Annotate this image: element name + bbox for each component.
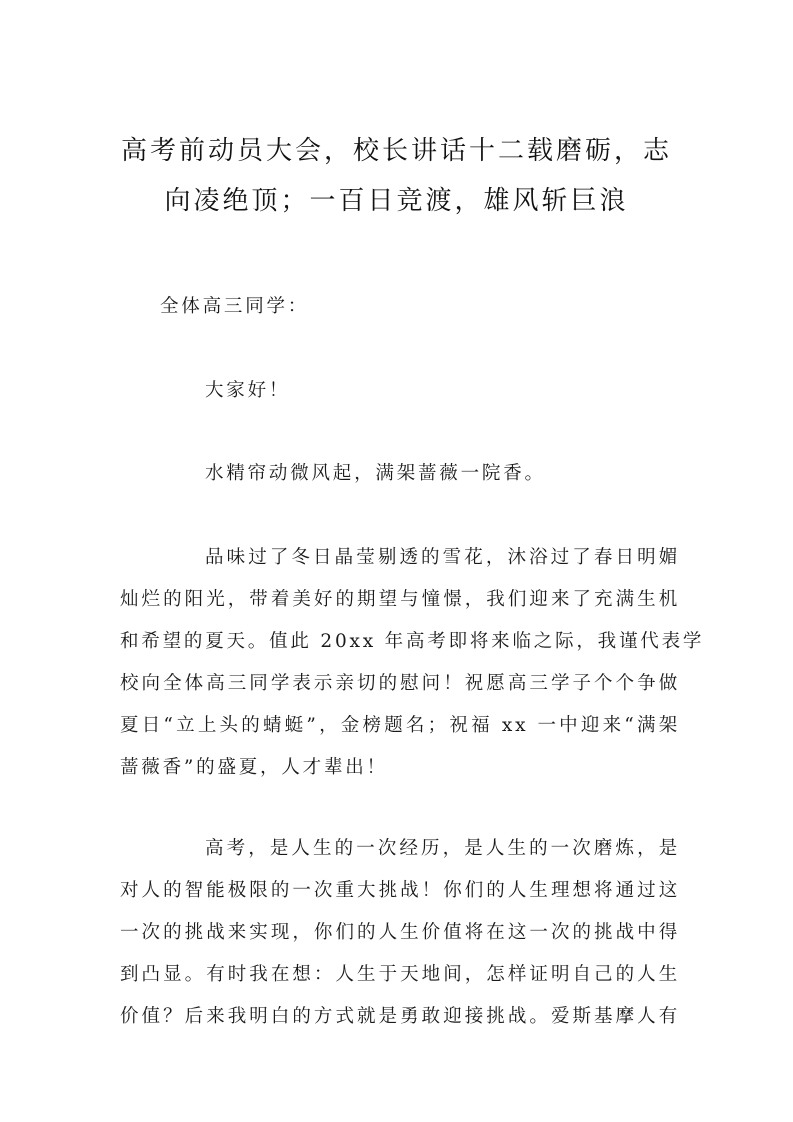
title-line: 向凌绝顶；一百日竞渡，雄风斩巨浪 <box>164 186 629 216</box>
paragraph-line: 品味过了冬日晶莹剔透的雪花，沐浴过了春日明媚 <box>205 547 680 568</box>
paragraph-line: 夏日“立上头的蜻蜓”，金榜题名；祝福 xx 一中迎来“满架 <box>120 715 680 736</box>
paragraph-line: 对人的智能极限的一次重大挑战！你们的人生理想将通过这 <box>120 880 680 901</box>
greeting: 大家好！ <box>205 380 291 401</box>
paragraph-line: 和希望的夏天。值此 20xx 年高考即将来临之际，我谨代表学 <box>120 631 705 652</box>
salutation: 全体高三同学： <box>160 296 310 317</box>
paragraph-line: 蔷薇香”的盛夏，人才辈出！ <box>120 757 388 778</box>
document-title <box>110 126 683 226</box>
paragraph-1: 水精帘动微风起，满架蔷薇一院香。 <box>205 463 546 484</box>
paragraph-line: 到凸显。有时我在想：人生于天地间，怎样证明自己的人生 <box>120 964 680 985</box>
title-line: 高考前动员大会，校长讲话十二载磨砺，志 <box>120 136 672 166</box>
paragraph-line: 灿烂的阳光，带着美好的期望与憧憬，我们迎来了充满生机 <box>120 589 680 610</box>
paragraph-line: 一次的挑战来实现，你们的人生价值将在这一次的挑战中得 <box>120 922 680 943</box>
paragraph-line: 校向全体高三同学表示亲切的慰问！祝愿高三学子个个争做 <box>120 673 680 694</box>
paragraph-line: 价值？后来我明白的方式就是勇敢迎接挑战。爱斯基摩人有 <box>120 1006 680 1027</box>
paragraph-line: 高考，是人生的一次经历，是人生的一次磨炼，是 <box>205 838 680 859</box>
